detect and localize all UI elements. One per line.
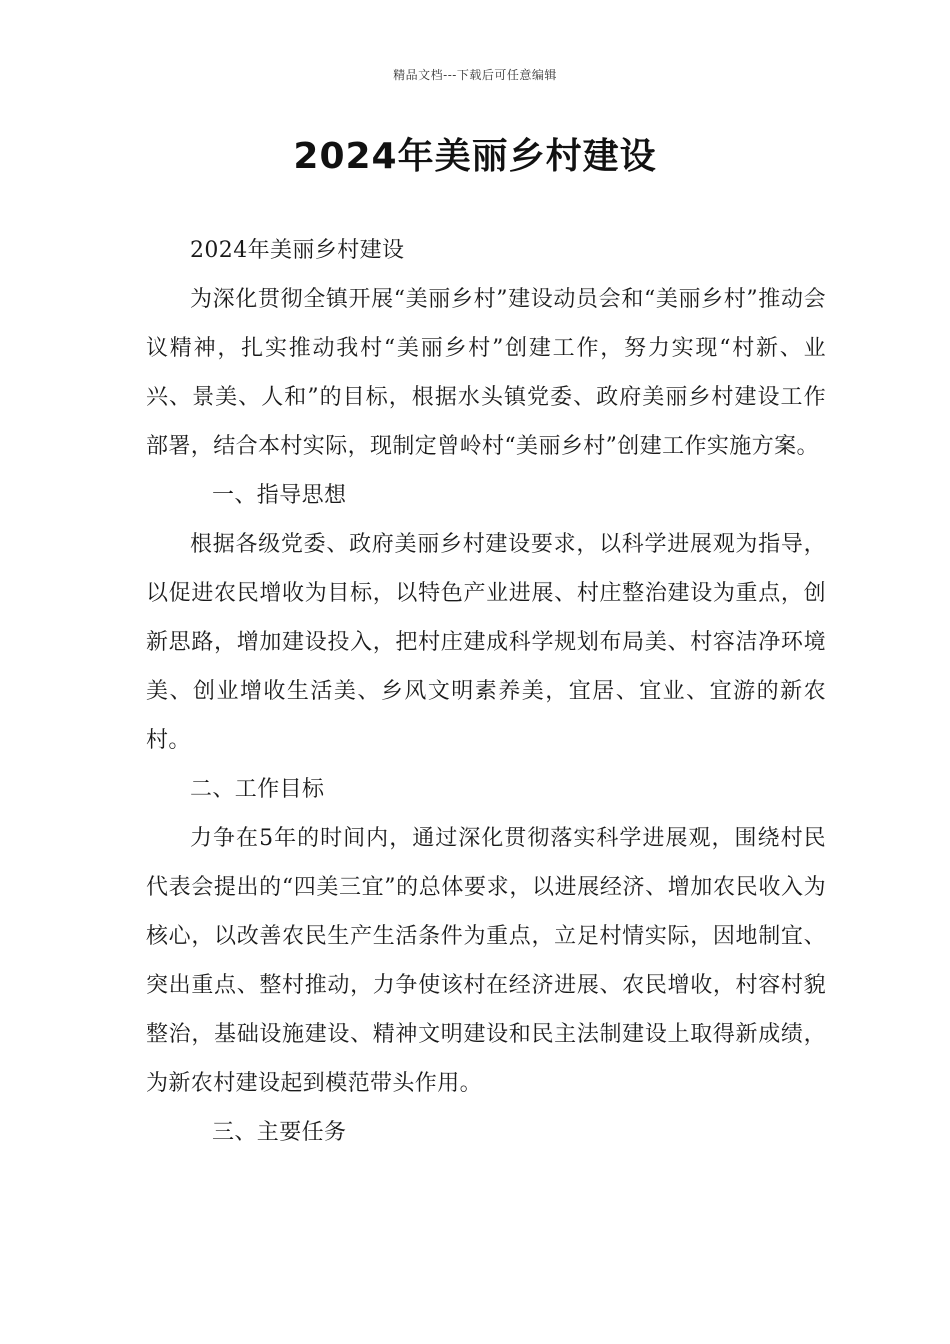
document-body <box>146 226 826 1157</box>
section-heading-work-goals: 二、工作目标 <box>190 777 325 802</box>
section-heading-guiding-ideology: 一、指导思想 <box>212 483 347 508</box>
section-heading-main-tasks: 三、主要任务 <box>212 1120 347 1145</box>
guiding-ideology-paragraph: 根据各级党委、政府美丽乡村建设要求，以科学进展观为指导，以促进农民增收为目标，以特色产业进展、村庄整治建设为重点，创新思路，增加建设投入，把村庄建成科学规划布局美、村容洁净环境美、创业增收生活美、乡风文明素养美，宜居、宜业、宜游的新农村。 <box>146 532 826 753</box>
subtitle-line: 2024年美丽乡村建设 <box>190 238 405 263</box>
document-title: 2024年美丽乡村建设 <box>293 136 657 177</box>
work-goals-paragraph: 力争在5年的时间内，通过深化贯彻落实科学进展观，围绕村民代表会提出的“四美三宜”的总体要求，以进展经济、增加农民收入为核心，以改善农民生产生活条件为重点，立足村情实际，因地制宜、突出重点、整村推动，力争使该村在经济进展、农民增收，村容村貌整治，基础设施建设、精神文明建设和民主法制建设上取得新成绩，为新农村建设起到模范带头作用。 <box>146 826 826 1096</box>
header-note: 精品文档---下载后可任意编辑 <box>393 68 557 82</box>
intro-paragraph: 为深化贯彻全镇开展“美丽乡村”建设动员会和“美丽乡村”推动会议精神，扎实推动我村“美丽乡村”创建工作，努力实现“村新、业兴、景美、人和”的目标，根据水头镇党委、政府美丽乡村建设工作部署，结合本村实际，现制定曾岭村“美丽乡村”创建工作实施方案。 <box>146 287 826 459</box>
